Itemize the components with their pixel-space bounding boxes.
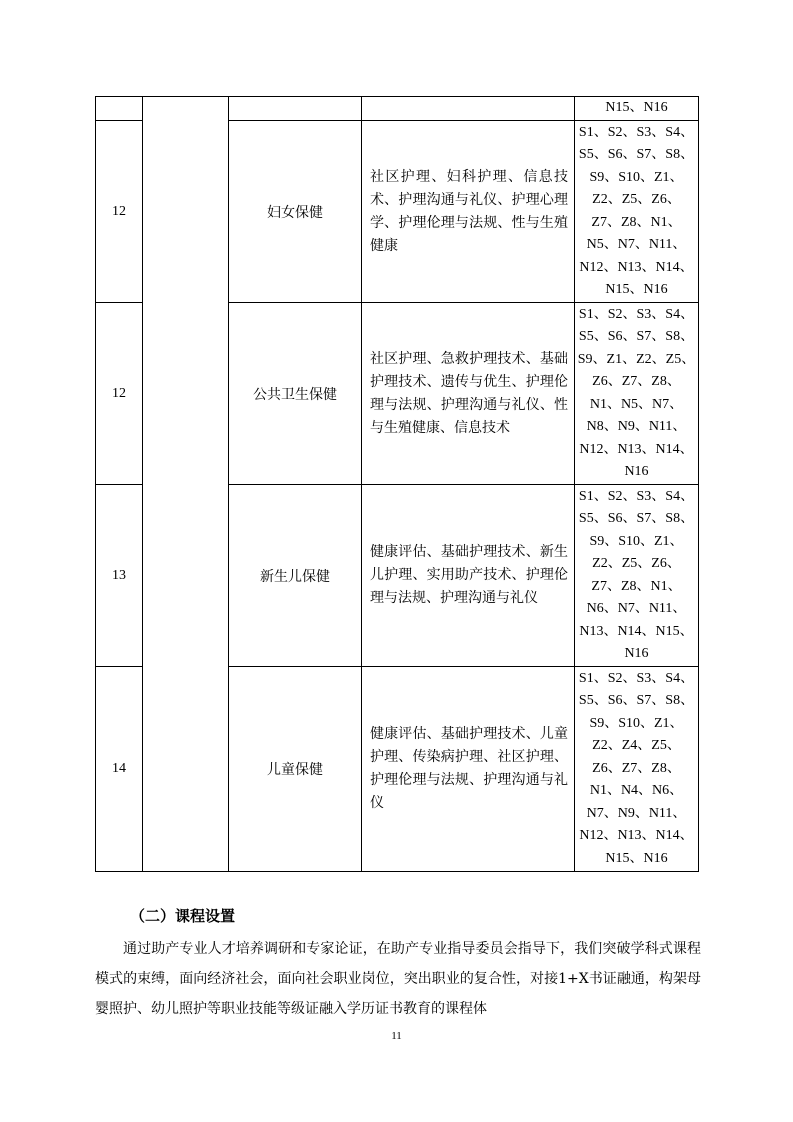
merged-category-cell — [143, 97, 229, 872]
related-courses: 社区护理、妇科护理、信息技术、护理沟通与礼仪、护理心理学、护理伦理与法规、性与生殖健康 — [362, 121, 575, 303]
course-requirement-table — [95, 96, 699, 872]
row-number: 14 — [96, 667, 143, 872]
row-number: 13 — [96, 485, 143, 667]
related-courses: 社区护理、急救护理技术、基础护理技术、遗传与优生、护理伦理与法规、护理沟通与礼仪、性与生殖健康、信息技术 — [362, 303, 575, 485]
course-name: 新生儿保健 — [229, 485, 362, 667]
requirements-cell: N15、N16 — [575, 97, 699, 121]
related-courses: 健康评估、基础护理技术、新生儿护理、实用助产技术、护理伦理与法规、护理沟通与礼仪 — [362, 485, 575, 667]
requirements-cell: S1、S2、S3、S4、 S5、S6、S7、S8、 S9、S10、Z1、 Z2、Z4、Z5、 Z6、Z7、Z8、 N1、N4、N6、 N7、N9、N11、 N12、N13、N14、 N15、N16 — [575, 667, 699, 872]
body-paragraph: 通过助产专业人才培养调研和专家论证，在助产专业指导委员会指导下，我们突破学科式课程模式的束缚，面向经济社会，面向社会职业岗位，突出职业的复合性，对接1+X书证融通，构架母婴照护、幼儿照护等职业技能等级证融入学历证书教育的课程体 — [95, 941, 701, 1017]
course-name: 公共卫生保健 — [229, 303, 362, 485]
related-courses-cell — [362, 97, 575, 121]
row-number: 12 — [96, 303, 143, 485]
page-number: 11 — [391, 1030, 402, 1042]
requirements-cell: S1、S2、S3、S4、 S5、S6、S7、S8、 S9、S10、Z1、 Z2、Z5、Z6、 Z7、Z8、N1、 N6、N7、N11、 N13、N14、N15、 N16 — [575, 485, 699, 667]
section-heading: （二）课程设置 — [130, 907, 236, 925]
related-courses: 健康评估、基础护理技术、儿童护理、传染病护理、社区护理、护理伦理与法规、护理沟通与礼仪 — [362, 667, 575, 872]
requirements-cell: S1、S2、S3、S4、 S5、S6、S7、S8、 S9、S10、Z1、 Z2、Z5、Z6、 Z7、Z8、N1、 N5、N7、N11、 N12、N13、N14、 N15、N16 — [575, 121, 699, 303]
course-cell — [229, 97, 362, 121]
course-name: 妇女保健 — [229, 121, 362, 303]
number-cell — [96, 97, 143, 121]
requirements-cell: S1、S2、S3、S4、 S5、S6、S7、S8、 S9、Z1、Z2、Z5、 Z6、Z7、Z8、 N1、N5、N7、 N8、N9、N11、 N12、N13、N14、 N16 — [575, 303, 699, 485]
course-name: 儿童保健 — [229, 667, 362, 872]
row-number: 12 — [96, 121, 143, 303]
continuation-row — [96, 97, 699, 121]
